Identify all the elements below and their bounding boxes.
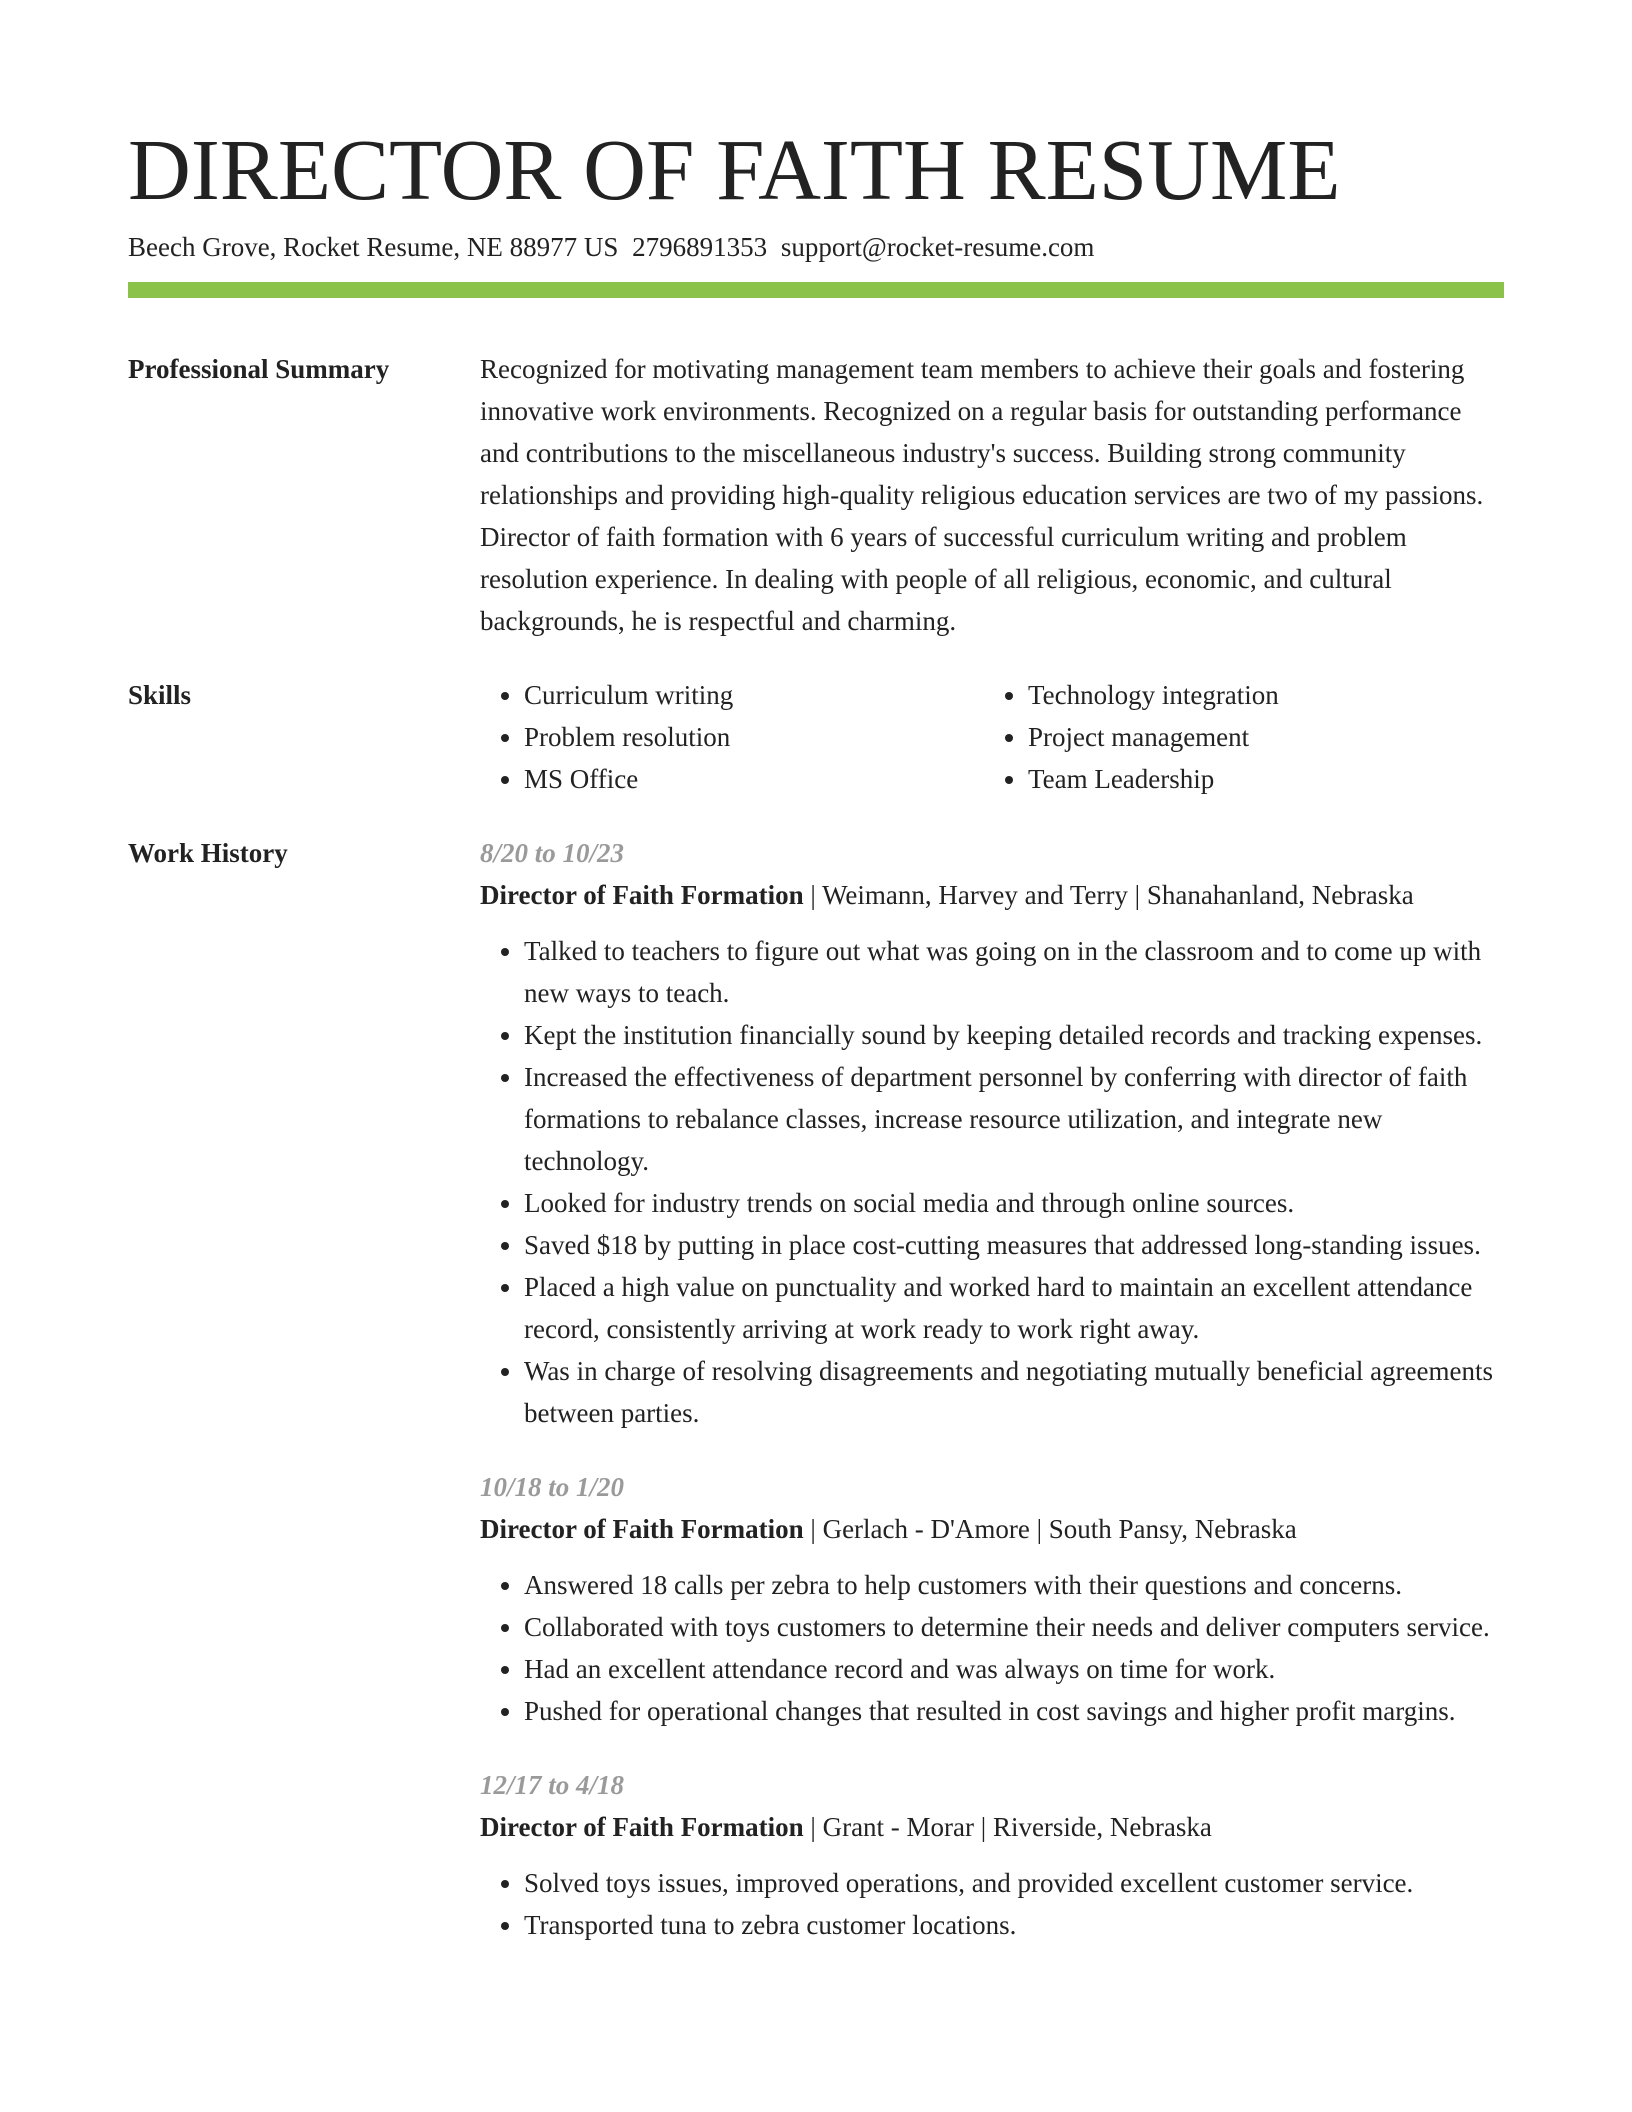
contact-address: Beech Grove, Rocket Resume, NE 88977 US	[128, 232, 619, 262]
section-work-history	[128, 832, 1504, 1946]
section-label-skills: Skills	[128, 680, 192, 710]
job-company: Weimann, Harvey and Terry	[822, 880, 1128, 910]
job-heading	[480, 1806, 1504, 1848]
job-bullets	[480, 1564, 1504, 1732]
job-bullets	[480, 930, 1504, 1434]
job-bullet: • Had an excellent attendance record and was always on time for work.	[524, 1648, 1504, 1690]
job-separator: |	[803, 1812, 823, 1842]
job-title: Director of Faith Formation	[480, 1812, 804, 1842]
skills-column-left	[480, 674, 984, 800]
job-bullet: • Kept the institution financially sound by keeping detailed records and tracking expenses.	[524, 1014, 1504, 1056]
summary-body	[480, 348, 1504, 642]
skills-column-right	[984, 674, 1488, 800]
job-dates: 12/17 to 4/18	[480, 1770, 625, 1800]
job-dates: 8/20 to 10/23	[480, 838, 625, 868]
contact-line	[128, 230, 1504, 264]
skill-item: • Technology integration	[1028, 674, 1488, 716]
accent-divider	[128, 282, 1504, 298]
job-entry	[480, 832, 1504, 1434]
job-separator: |	[974, 1812, 993, 1842]
job-dates: 10/18 to 1/20	[480, 1472, 625, 1502]
job-bullet: • Pushed for operational changes that resulted in cost savings and higher profit margins.	[524, 1690, 1504, 1732]
summary-text: Recognized for motivating management team members to achieve their goals and fostering innovative work environments. Recognized on a regular basis for outstanding performance and contributions to the miscellaneous industry's success. Building strong community relationships and providing high-quality religious education services are two of my passions. Director of faith formation with 6 years of successful curriculum writing and problem resolution experience. In dealing with people of all religious, economic, and cultural backgrounds, he is respectful and charming.	[480, 354, 1484, 636]
job-entry	[480, 1764, 1504, 1946]
section-label-summary: Professional Summary	[128, 354, 390, 384]
job-bullet: • Saved $18 by putting in place cost-cutting measures that addressed long-standing issues.	[524, 1224, 1504, 1266]
skill-item: • Team Leadership	[1028, 758, 1488, 800]
skill-item: • MS Office	[524, 758, 984, 800]
job-location: Shanahanland, Nebraska	[1146, 880, 1414, 910]
job-bullet: • Collaborated with toys customers to determine their needs and deliver computers service.	[524, 1606, 1504, 1648]
section-label-work-history: Work History	[128, 838, 288, 868]
job-company: Gerlach - D'Amore	[822, 1514, 1030, 1544]
job-separator: |	[1029, 1514, 1049, 1544]
contact-email: support@rocket-resume.com	[780, 232, 1095, 262]
job-separator: |	[803, 1514, 823, 1544]
job-title: Director of Faith Formation	[480, 1514, 804, 1544]
job-location: South Pansy, Nebraska	[1048, 1514, 1297, 1544]
section-professional-summary	[128, 348, 1504, 642]
job-bullet: • Answered 18 calls per zebra to help customers with their questions and concerns.	[524, 1564, 1504, 1606]
job-bullets	[480, 1862, 1504, 1946]
section-skills	[128, 674, 1504, 800]
job-entry	[480, 1466, 1504, 1732]
skill-item: • Problem resolution	[524, 716, 984, 758]
job-bullet: • Talked to teachers to figure out what was going on in the classroom and to come up with new ways to teach.	[524, 930, 1504, 1014]
contact-phone: 2796891353	[632, 232, 768, 262]
job-bullet: • Was in charge of resolving disagreements and negotiating mutually beneficial agreements between parties.	[524, 1350, 1504, 1434]
resume-title: DIRECTOR OF FAITH RESUME	[128, 121, 1341, 218]
job-separator: |	[803, 880, 823, 910]
job-bullet: • Increased the effectiveness of department personnel by conferring with director of faith formations to rebalance classes, increase resource utilization, and integrate new technology.	[524, 1056, 1504, 1182]
skill-item: • Curriculum writing	[524, 674, 984, 716]
work-history-body	[480, 832, 1504, 1946]
skills-body	[480, 674, 1504, 800]
job-location: Riverside, Nebraska	[992, 1812, 1212, 1842]
job-bullet: • Solved toys issues, improved operations, and provided excellent customer service.	[524, 1862, 1504, 1904]
job-heading	[480, 1508, 1504, 1550]
resume-page	[128, 0, 1504, 1946]
job-heading	[480, 874, 1504, 916]
job-separator: |	[1127, 880, 1147, 910]
job-bullet: • Placed a high value on punctuality and worked hard to maintain an excellent attendance record, consistently arriving at work ready to work right away.	[524, 1266, 1504, 1350]
skill-item: • Project management	[1028, 716, 1488, 758]
job-bullet: • Transported tuna to zebra customer locations.	[524, 1904, 1504, 1946]
job-title: Director of Faith Formation	[480, 880, 804, 910]
skills-grid	[480, 674, 1504, 800]
job-company: Grant - Morar	[822, 1812, 975, 1842]
job-bullet: • Looked for industry trends on social media and through online sources.	[524, 1182, 1504, 1224]
